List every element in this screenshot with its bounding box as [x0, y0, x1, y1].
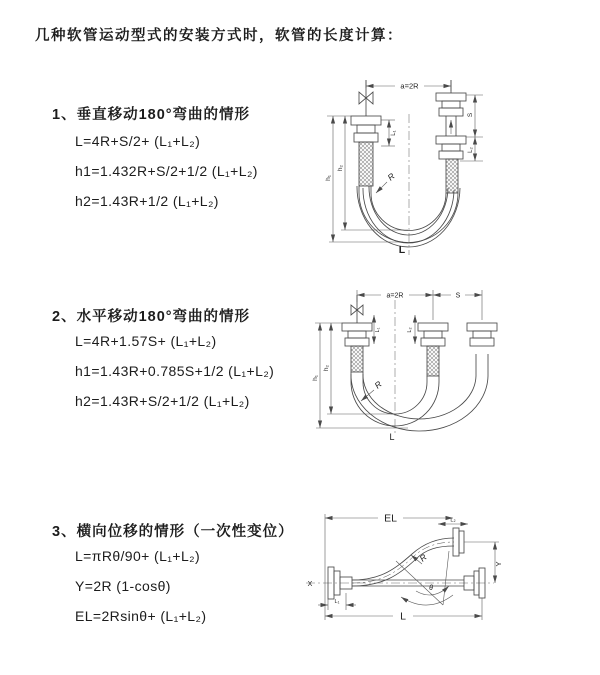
radius-label: R — [372, 378, 384, 391]
right-pipe-assembly — [436, 80, 466, 193]
dim-label-h1: h₁ — [325, 175, 332, 181]
section1-formula-L: L=4R+S/2+ (L₁+L₂) — [75, 133, 201, 149]
length-label: L — [398, 244, 406, 256]
section3-formula-Y: Y=2R (1-cosθ) — [75, 578, 171, 594]
dim-label-a2r: a=2R — [386, 292, 404, 300]
dim-label-h2: h₂ — [337, 164, 344, 172]
dim-label-l2: L₂ — [407, 327, 413, 333]
section1-formula-h2: h2=1.43R+1/2 (L₁+L₂) — [75, 193, 219, 209]
diagram-vertical-180-bend — [313, 68, 598, 263]
section2-formula-h2: h2=1.43R+S/2+1/2 (L₁+L₂) — [75, 393, 250, 409]
dim-label-el: EL — [384, 512, 397, 525]
left-pipe-assembly — [342, 295, 372, 372]
dim-label-a2r: a=2R — [400, 81, 419, 91]
dim-label-s: S — [455, 292, 461, 300]
left-pipe-assembly — [351, 80, 381, 186]
curved-hose — [352, 528, 464, 586]
hose-u-curves — [357, 186, 460, 247]
section3-heading: 3、横向位移的情形（一次性变位） — [52, 524, 294, 540]
dim-label-h2: h₂ — [323, 364, 330, 372]
dim-a2r-s — [357, 290, 482, 320]
section1-heading: 1、垂直移动180°弯曲的情形 — [52, 107, 251, 123]
diagram-horizontal-180-bend — [308, 282, 598, 460]
section2-formula-L: L=4R+1.57S+ (L₁+L₂) — [75, 333, 217, 349]
dim-label-l2: L₂ — [468, 147, 474, 153]
right-pipe-assembly — [467, 323, 497, 346]
angle-label: θ — [429, 585, 433, 592]
axis-label: X — [307, 581, 313, 588]
dim-label-l1: L₁ — [375, 327, 381, 333]
section1-formula-h1: h1=1.432R+S/2+1/2 (L₁+L₂) — [75, 163, 258, 179]
dim-h1-h2 — [315, 323, 408, 428]
radius-label: R — [385, 170, 397, 183]
section2-formula-h1: h1=1.43R+0.785S+1/2 (L₁+L₂) — [75, 363, 275, 379]
length-label: L — [389, 432, 395, 442]
dim-label-s: S — [467, 112, 474, 118]
dim-label-l1: L₁ — [391, 130, 397, 136]
diagram-lateral-displacement — [298, 498, 598, 646]
section2-heading: 2、水平移动180°弯曲的情形 — [52, 309, 251, 325]
dim-label-l2: L₂ — [450, 517, 456, 524]
dim-label-l1: L₁ — [334, 599, 340, 605]
radius-arrow — [376, 182, 387, 193]
page-title: 几种软管运动型式的安装方式时，软管的长度计算： — [35, 28, 403, 44]
dim-label-y: Y — [494, 561, 503, 567]
hose-u-curves — [351, 354, 488, 431]
section3-formula-L: L=πRθ/90+ (L₁+L₂) — [75, 548, 201, 564]
middle-pipe-assembly — [418, 323, 448, 376]
dim-label-h1: h₁ — [312, 375, 319, 381]
radius-label: R — [417, 551, 429, 564]
section3-formula-EL: EL=2Rsinθ+ (L₁+L₂) — [75, 608, 207, 624]
dim-label-l: L — [400, 610, 406, 623]
